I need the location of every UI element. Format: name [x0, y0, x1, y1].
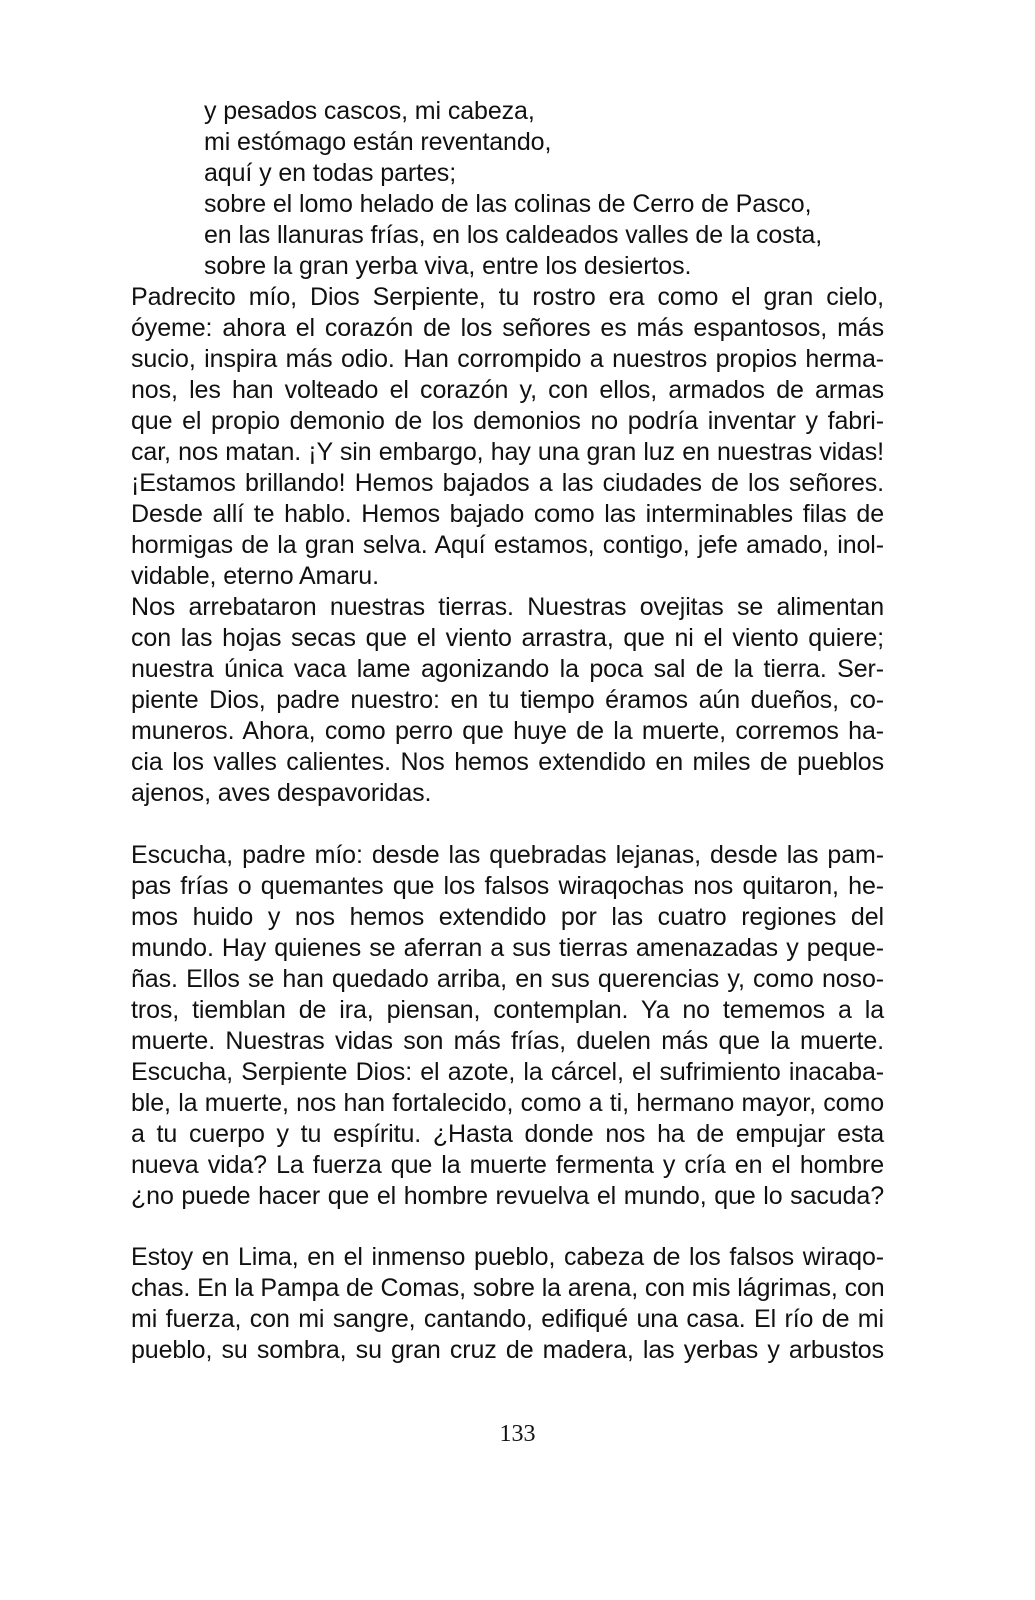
verse-line: sobre la gran yerba viva, entre los desiertos. [204, 252, 692, 280]
paragraph-line: Nos arrebataron nuestras tierras. Nuestras ovejitas se alimentan [131, 593, 884, 621]
paragraph-line: muerte. Nuestras vidas son más frías, duelen más que la muerte. [131, 1027, 884, 1055]
paragraph-line: tros, tiemblan de ira, piensan, contemplan. Ya no tememos a la [131, 996, 884, 1024]
verse-line: sobre el lomo helado de las colinas de Cerro de Pasco, [204, 190, 812, 218]
verse-line: aquí y en todas partes; [204, 159, 457, 187]
paragraph-line: sucio, inspira más odio. Han corrompido a nuestros propios herma- [131, 345, 884, 373]
paragraph-line: óyeme: ahora el corazón de los señores es más espantosos, más [131, 314, 884, 342]
paragraph-line: nuestra única vaca lame agonizando la poca sal de la tierra. Ser- [131, 655, 884, 683]
paragraph-line: ajenos, aves despavoridas. [131, 779, 432, 807]
paragraph-line: Estoy en Lima, en el inmenso pueblo, cabeza de los falsos wiraqo- [131, 1243, 884, 1271]
paragraph-line: ¿no puede hacer que el hombre revuelva el mundo, que lo sacuda? [131, 1182, 884, 1210]
paragraph-line: vidable, eterno Amaru. [131, 562, 379, 590]
paragraph-line: ¡Estamos brillando! Hemos bajados a las ciudades de los señores. [131, 469, 884, 497]
paragraph-line: nos, les han volteado el corazón y, con ellos, armados de armas [131, 376, 884, 404]
paragraph-line: pueblo, su sombra, su gran cruz de madera, las yerbas y arbustos [131, 1336, 884, 1364]
paragraph-line: ble, la muerte, nos han fortalecido, como a ti, hermano mayor, como [131, 1089, 884, 1117]
paragraph-line: muneros. Ahora, como perro que huye de la muerte, corremos ha- [131, 717, 884, 745]
paragraph-line: Escucha, Serpiente Dios: el azote, la cárcel, el sufrimiento inacaba- [131, 1058, 884, 1086]
paragraph-line: con las hojas secas que el viento arrastra, que ni el viento quiere; [131, 624, 884, 652]
paragraph-line: hormigas de la gran selva. Aquí estamos, contigo, jefe amado, inol- [131, 531, 884, 559]
paragraph-line: mundo. Hay quienes se aferran a sus tierras amenazadas y peque- [131, 934, 884, 962]
paragraph-line: Desde allí te hablo. Hemos bajado como las interminables filas de [131, 500, 884, 528]
paragraph-line: a tu cuerpo y tu espíritu. ¿Hasta donde nos ha de empujar esta [131, 1120, 884, 1148]
paragraph-line: chas. En la Pampa de Comas, sobre la arena, con mis lágrimas, con [131, 1274, 885, 1302]
paragraph-line: mi fuerza, con mi sangre, cantando, edifiqué una casa. El río de mi [131, 1305, 884, 1333]
page-number: 133 [499, 1421, 536, 1447]
verse-line: mi estómago están reventando, [204, 128, 552, 156]
paragraph-line: ñas. Ellos se han quedado arriba, en sus querencias y, como noso- [131, 965, 884, 993]
verse-line: en las llanuras frías, en los caldeados valles de la costa, [204, 221, 823, 249]
paragraph-line: car, nos matan. ¡Y sin embargo, hay una gran luz en nuestras vidas! [131, 438, 884, 466]
paragraph-line: pas frías o quemantes que los falsos wiraqochas nos quitaron, he- [131, 872, 884, 900]
paragraph-line: piente Dios, padre nuestro: en tu tiempo éramos aún dueños, co- [131, 686, 884, 714]
paragraph-line: Padrecito mío, Dios Serpiente, tu rostro era como el gran cielo, [131, 283, 884, 311]
paragraph-line: mos huido y nos hemos extendido por las cuatro regiones del [131, 903, 884, 931]
paragraph-line: Escucha, padre mío: desde las quebradas lejanas, desde las pam- [131, 841, 884, 869]
verse-line: y pesados cascos, mi cabeza, [204, 97, 535, 125]
paragraph-line: que el propio demonio de los demonios no podría inventar y fabri- [131, 407, 884, 435]
paragraph-line: cia los valles calientes. Nos hemos extendido en miles de pueblos [131, 748, 884, 776]
paragraph-line: nueva vida? La fuerza que la muerte fermenta y cría en el hombre [131, 1151, 884, 1179]
